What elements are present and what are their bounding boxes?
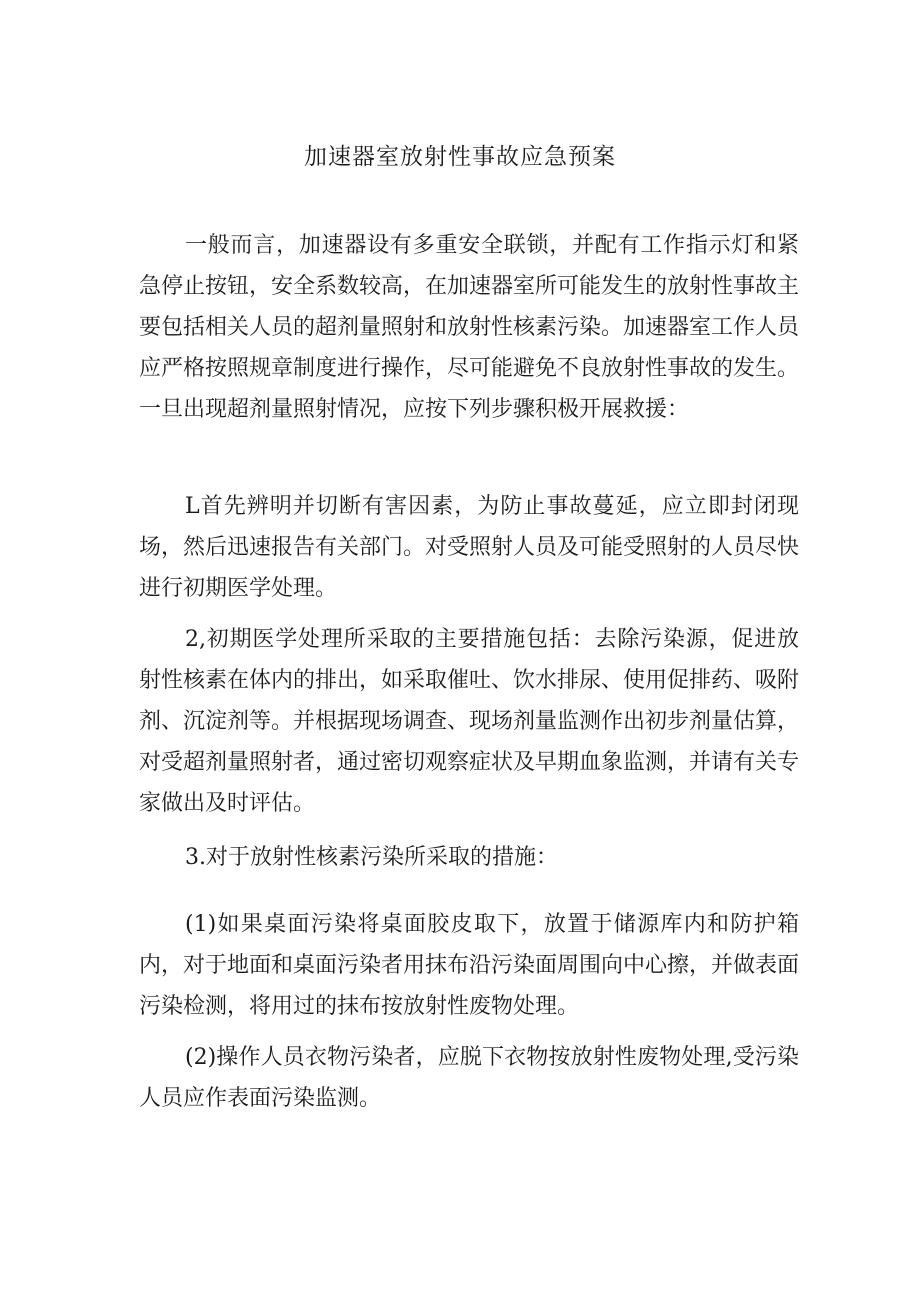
step-1-paragraph: L首先辨明并切断有害因素，为防止事故蔓延，应立即封闭现场，然后迅速报告有关部门。对受照射人员及可能受照射的人员尽快进行初期医学处理。: [139, 494, 800, 601]
substep-2-paragraph: (2)操作人员衣物污染者，应脱下衣物按放射性废物处理,受污染人员应作表面污染监测。: [139, 1045, 799, 1111]
step-3-heading: 3.对于放射性核素污染所采取的措施：: [185, 845, 558, 870]
intro-paragraph: 一般而言，加速器设有多重安全联锁，并配有工作指示灯和紧急停止按钮，安全系数较高，在加速器室所可能发生的放射性事故主要包括相关人员的超剂量照射和放射性核素污染。加速器室工作人员应严格按照规章制度进行操作，尽可能避免不良放射性事故的发生。一旦出现超剂量照射情况，应按下列步骤积极开展救援：: [139, 233, 800, 422]
document-title: 加速器室放射性事故应急预案: [304, 144, 616, 170]
step-2-paragraph: 2,初期医学处理所采取的主要措施包括：去除污染源，促进放射性核素在体内的排出，如采取催吐、饮水排尿、使用促排药、吸附剂、沉淀剂等。并根据现场调查、现场剂量监测作出初步剂量估算，对受超剂量照射者，通过密切观察症状及早期血象监测，并请有关专家做出及时评估。: [139, 627, 800, 816]
substep-1-paragraph: (1)如果桌面污染将桌面胶皮取下，放置于储源库内和防护箱内，对于地面和桌面污染者用抹布沿污染面周围向中心擦，并做表面污染检测，将用过的抹布按放射性废物处理。: [139, 912, 800, 1019]
